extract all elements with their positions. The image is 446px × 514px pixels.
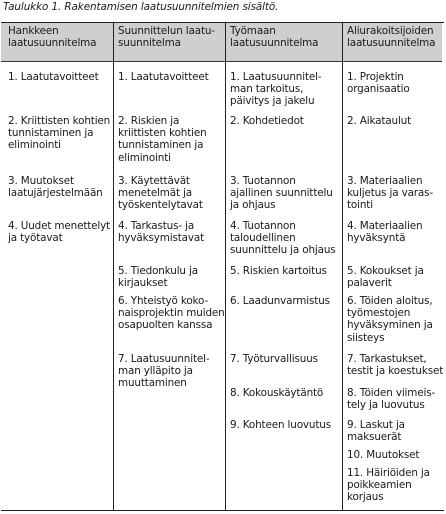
list-item: 3. Käytettävät menetelmät ja työskentelytavat [118, 175, 203, 212]
list-item: 10. Muutokset [347, 449, 420, 461]
content-table [1, 22, 444, 511]
list-item: 1. Laatutavoitteet [8, 71, 99, 83]
list-item: 4. Materiaalien hyväksyntä [347, 220, 423, 245]
list-item: 6. Yhteistyö koko- naisprojektin muiden osapuolten kanssa [118, 295, 225, 332]
list-item: 5. Kokoukset ja palaverit [347, 265, 424, 290]
column-header-tyomaan: Työmaan laatusuunnitelma [230, 25, 319, 50]
list-item: 8. Töiden viimeis- tely ja luovutus [347, 387, 436, 412]
column-header-aliurakoitsijoiden: Aliurakoitsijoiden laatusuunnitelma [347, 25, 436, 50]
header-divider [1, 61, 442, 62]
list-item: 1. Projektin organisaatio [347, 71, 410, 96]
list-item: 3. Muutokset laatujärjestelmään [8, 175, 103, 200]
column-divider [113, 23, 114, 510]
list-item: 7. Laatusuunnitel- man ylläpito ja muuttaminen [118, 353, 210, 390]
list-item: 4. Tarkastus- ja hyväksymistavat [118, 220, 205, 245]
list-item: 2. Riskien ja kriittisten kohtien tunnistaminen ja eliminointi [118, 115, 207, 164]
list-item: 2. Kriittisten kohtien tunnistaminen ja eliminointi [8, 115, 111, 152]
column-header-hankkeen: Hankkeen laatusuunnitelma [8, 25, 97, 50]
list-item: 9. Laskut ja maksuerät [347, 419, 405, 444]
list-item: 7. Työturvallisuus [230, 353, 318, 365]
list-item: 1. Laatusuunnitel- man tarkoitus, päivitys ja jakelu [230, 71, 322, 108]
list-item: 6. Laadunvarmistus [230, 295, 330, 307]
column-divider [225, 23, 226, 510]
list-item: 6. Töiden aloitus, työmestojen hyväksyminen ja siisteys [347, 295, 433, 344]
table-caption: Taulukko 1. Rakentamisen laatusuunnitelmien sisältö. [3, 1, 279, 13]
list-item: 4. Uudet menettelyt ja työtavat [8, 220, 111, 245]
list-item: 4. Tuotannon taloudellinen suunnittelu ja ohjaus [230, 220, 336, 257]
list-item: 1. Laatutavoitteet [118, 71, 209, 83]
column-header-suunnittelun: Suunnittelun laatu- suunnitelma [118, 25, 215, 50]
list-item: 2. Aikataulut [347, 115, 412, 127]
list-item: 5. Riskien kartoitus [230, 265, 327, 277]
list-item: 2. Kohdetiedot [230, 115, 304, 127]
list-item: 3. Tuotannon ajallinen suunnittelu ja ohjaus [230, 175, 333, 212]
list-item: 7. Tarkastukset, testit ja koestukset [347, 353, 444, 378]
list-item: 3. Materiaalien kuljetus ja varas- tointi [347, 175, 434, 212]
list-item: 11. Häiriöiden ja poikkeamien korjaus [347, 467, 430, 504]
list-item: 8. Kokouskäytäntö [230, 387, 324, 399]
column-divider [342, 23, 343, 510]
list-item: 5. Tiedonkulu ja kirjaukset [118, 265, 198, 290]
list-item: 9. Kohteen luovutus [230, 419, 331, 431]
